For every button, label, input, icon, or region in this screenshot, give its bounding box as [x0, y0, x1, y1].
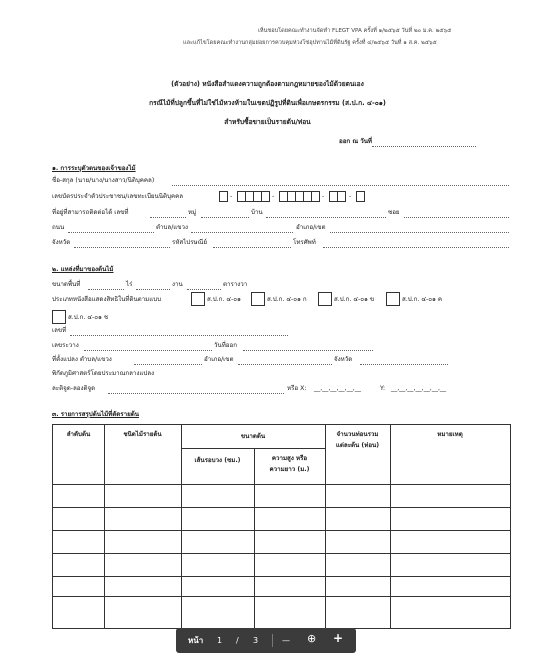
zoom-in-button[interactable]: +	[333, 631, 344, 645]
doc-type-opt-5: ส.ป.ก. ๔-๐๑ ช	[68, 314, 109, 321]
ngan-label: งาน	[172, 281, 183, 288]
tree-table	[52, 424, 511, 629]
total-pages: 3	[253, 636, 259, 645]
zoom-icon[interactable]: ⊕	[307, 632, 317, 645]
col-size-header: ขนาดต้น	[240, 433, 266, 440]
issue-date-label: ออก ณ วันที่	[339, 138, 373, 145]
district-label: อำเภอ/เขต	[296, 224, 326, 231]
rai-blank	[88, 283, 124, 290]
header-note-1: เห็นชอบโดยคณะทำงานจัดทำ FLEGT VPA ครั้งที่ ๑/๒๕๖๕ วันที่ ๒๐ ม.ค. ๒๕๖๕	[258, 28, 452, 34]
subdistrict-label: ตำบล/แขวง	[156, 224, 189, 231]
location-district-blank	[238, 358, 332, 365]
address-label: ที่อยู่ที่สามารถติดต่อได้ เลขที่	[52, 209, 129, 216]
col-species-header: ชนิดไม้รายต้น	[123, 431, 162, 438]
rai-label: ไร่	[126, 281, 133, 288]
coord-label: พิกัดภูมิศาสตร์โดยประมาณกลางแปลง	[52, 370, 155, 377]
page-separator: /	[236, 636, 239, 645]
area-label: ขนาดพื้นที่	[52, 281, 81, 288]
col-height-header-2: ความยาว (ม.)	[269, 466, 310, 473]
owner-name-label: ชื่อ-สกุล (นาย/นาง/นางสาว/นิติบุคคล)	[52, 177, 155, 184]
issue-date-field-label: วันที่ออก	[214, 342, 237, 349]
header-note-2: และแก้ไขโดยคณะทำงานกลุ่มย่อยการควบคุมห่วงโซ่อุปทานไม้ที่ดินรัฐ ครั้งที่ ๔/๒๕๖๕ วันที่ ๑ ส.ค. ๒๕๖๕	[183, 40, 437, 46]
doc-type-opt-4: ส.ป.ก. ๔-๐๑ ค	[402, 296, 443, 303]
col-remark-header: หมายเหตุ	[437, 431, 463, 438]
moo-label: หมู่	[188, 209, 197, 216]
location-subdistrict-blank	[134, 358, 202, 365]
doc-type-checkbox-1[interactable]	[191, 292, 205, 306]
doc-type-opt-1: ส.ป.ก. ๔-๐๑	[207, 296, 241, 303]
province-label: จังหวัด	[52, 239, 71, 246]
road-label: ถนน	[52, 224, 65, 231]
section1-heading: ๑. การระบุตัวตนของเจ้าของไม้	[52, 165, 136, 172]
current-page-input[interactable]: 1	[217, 636, 223, 645]
location-label: ที่ตั้งแปลง ตำบล/แขวง	[52, 356, 112, 363]
col-height-header-1: ความสูง หรือ	[271, 455, 308, 462]
section2-heading: ๒. แหล่งที่มาของต้นไม้	[52, 266, 114, 273]
location-province-blank	[360, 358, 448, 365]
col-count-header-1: จำนวนท่อนรวม	[336, 431, 379, 438]
soi-blank	[404, 211, 509, 218]
owner-id-label: เลขบัตรประจำตัวประชาชน/เลขทะเบียนนิติบุคคล	[52, 193, 184, 200]
location-province-label: จังหวัด	[334, 356, 353, 363]
page-label: หน้า	[188, 636, 204, 645]
y-blank: __,__,__,__,__,__,__	[391, 385, 447, 392]
col-girth-header: เส้นรอบวง (ซม.)	[194, 457, 241, 464]
doc-type-opt-2: ส.ป.ก. ๔-๐๑ ก	[267, 296, 307, 303]
latlong-blank	[108, 387, 284, 394]
col-order-header: ลำดับต้น	[66, 431, 91, 438]
zone-blank	[84, 344, 212, 351]
doc-no-label: เลขที่	[52, 327, 67, 334]
sqwa-blank	[187, 283, 221, 290]
address-no-blank	[150, 211, 186, 218]
col-count-header-2: แต่ละต้น (ท่อน)	[335, 442, 380, 449]
doc-subtitle: กรณีไม้ที่ปลูกขึ้นที่ไม่ใช่ไม้หวงห้ามในเขตปฏิรูปที่ดินเพื่อเกษตรกรรม (ส.ป.ก. ๔-๐๑)	[149, 99, 386, 107]
x-label: หรือ X:	[287, 385, 307, 392]
pdf-toolbar	[176, 628, 356, 653]
document-page: เห็นชอบโดยคณะทำงานจัดทำ FLEGT VPA ครั้งที่ ๑/๒๕๖๕ วันที่ ๒๐ ม.ค. ๒๕๖๕ และแก้ไขโดยคณะทำงานกลุ่มย่อยการควบคุมห่วงโซ่อุปทานไม้ที่ดินรัฐ ครั้งที่ ๔/๒๕๖๕ วันที่ ๑ ส.ค. ๒๕๖๕ (ตัวอย่าง) หนังสือสำแดงความถูกต้องตามกฎหมายของไม้ด้วยตนเอง กรณีไม้ที่ปลูกขึ้นที่ไม่ใช่ไม้หวงห้ามในเขตปฏิรูปที่ดินเพื่อเกษตรกรรม (ส.ป.ก. ๔-๐๑) สำหรับซื้อขายเป็นรายต้น/ท่อน ออก ณ วันที่ ๑. การระบุตัวตนของเจ้าของไม้ ชื่อ-สกุล (นาย/นาง/นางสาว/นิติบุคคล) เลขบัตรประจำตัวประชาชน/เลขทะเบียนนิติบุคคล - - - - ที่อยู่ที่สามารถติดต่อได้ เลขที่ หมู่ บ้าน ซอย ถนน ตำบล/แขวง อำเภอ/เขต จังหวัด รหัสไปรษณีย์ โทรศัพท์ ๒. แหล่งที่มาของต้นไม้ ขนาดพื้นที่ ไร่ งาน ตารางวา ประเภทหนังสือแสดงสิทธิในที่ดินตามแบบ ส.ป.ก. ๔-๐๑ ส.ป.ก. ๔-๐๑ ก ส.ป.ก. ๔-๐๑ ข ส.ป.ก. ๔-๐๑ ค ส.ป.ก. ๔-๐๑ ช เลขที่ เลขระวาง วันที่ออก ที่ตั้งแปลง ตำบล/แขวง อำเภอ/เขต จังหวัด พิกัดภูมิศาสตร์โดยประมาณกลางแปลง ละติจูด-ลองติจูด หรือ X: __,__,__,__,__,__ Y: __,__,__,__,__,__,__ ๓. รายการสรุปต้นไม้ที่ตัดรายต้น ลำดับต้น ชนิดไม้รายต้น ขนาดต้น เส้นรอบวง (ซม.) ความสูง หรือ ความยาว (ม.) จำนวนท่อนรวม แต่ละต้น (ท่อน) หมายเหตุ	[0, 0, 535, 665]
district-blank	[330, 226, 509, 233]
village-label: บ้าน	[251, 209, 263, 216]
location-district-label: อำเภอ/เขต	[204, 356, 234, 363]
owner-name-blank	[172, 179, 509, 186]
zone-label: เลขระวาง	[52, 342, 79, 349]
doc-subtitle-2: สำหรับซื้อขายเป็นรายต้น/ท่อน	[224, 118, 311, 126]
issue-date-field-blank	[243, 344, 373, 351]
moo-blank	[201, 211, 249, 218]
doc-type-opt-3: ส.ป.ก. ๔-๐๑ ข	[334, 296, 375, 303]
sqwa-label: ตารางวา	[223, 281, 248, 288]
doc-type-checkbox-5[interactable]	[52, 310, 66, 324]
subdistrict-blank	[191, 226, 293, 233]
y-label: Y:	[380, 385, 386, 392]
doc-type-checkbox-3[interactable]	[318, 292, 332, 306]
doc-no-blank	[70, 329, 288, 336]
doc-title: (ตัวอย่าง) หนังสือสำแดงความถูกต้องตามกฎหมายของไม้ด้วยตนเอง	[171, 80, 364, 88]
province-blank	[74, 241, 170, 248]
road-blank	[68, 226, 154, 233]
ngan-blank	[136, 283, 170, 290]
village-blank	[266, 211, 386, 218]
section3-heading: ๓. รายการสรุปต้นไม้ที่ตัดรายต้น	[52, 411, 139, 418]
doc-type-checkbox-4[interactable]	[386, 292, 400, 306]
issue-date-blank	[372, 140, 476, 147]
phone-blank	[323, 241, 509, 248]
phone-label: โทรศัพท์	[293, 239, 316, 246]
doc-type-checkbox-2[interactable]	[251, 292, 265, 306]
doc-type-label: ประเภทหนังสือแสดงสิทธิในที่ดินตามแบบ	[52, 296, 162, 303]
toolbar-divider	[272, 634, 273, 647]
zoom-out-button[interactable]: —	[282, 636, 290, 645]
postcode-blank	[213, 241, 291, 248]
x-blank: __,__,__,__,__,__	[314, 385, 361, 392]
latlong-label: ละติจูด-ลองติจูด	[52, 385, 96, 392]
soi-label: ซอย	[388, 209, 400, 216]
postcode-label: รหัสไปรษณีย์	[172, 239, 207, 246]
